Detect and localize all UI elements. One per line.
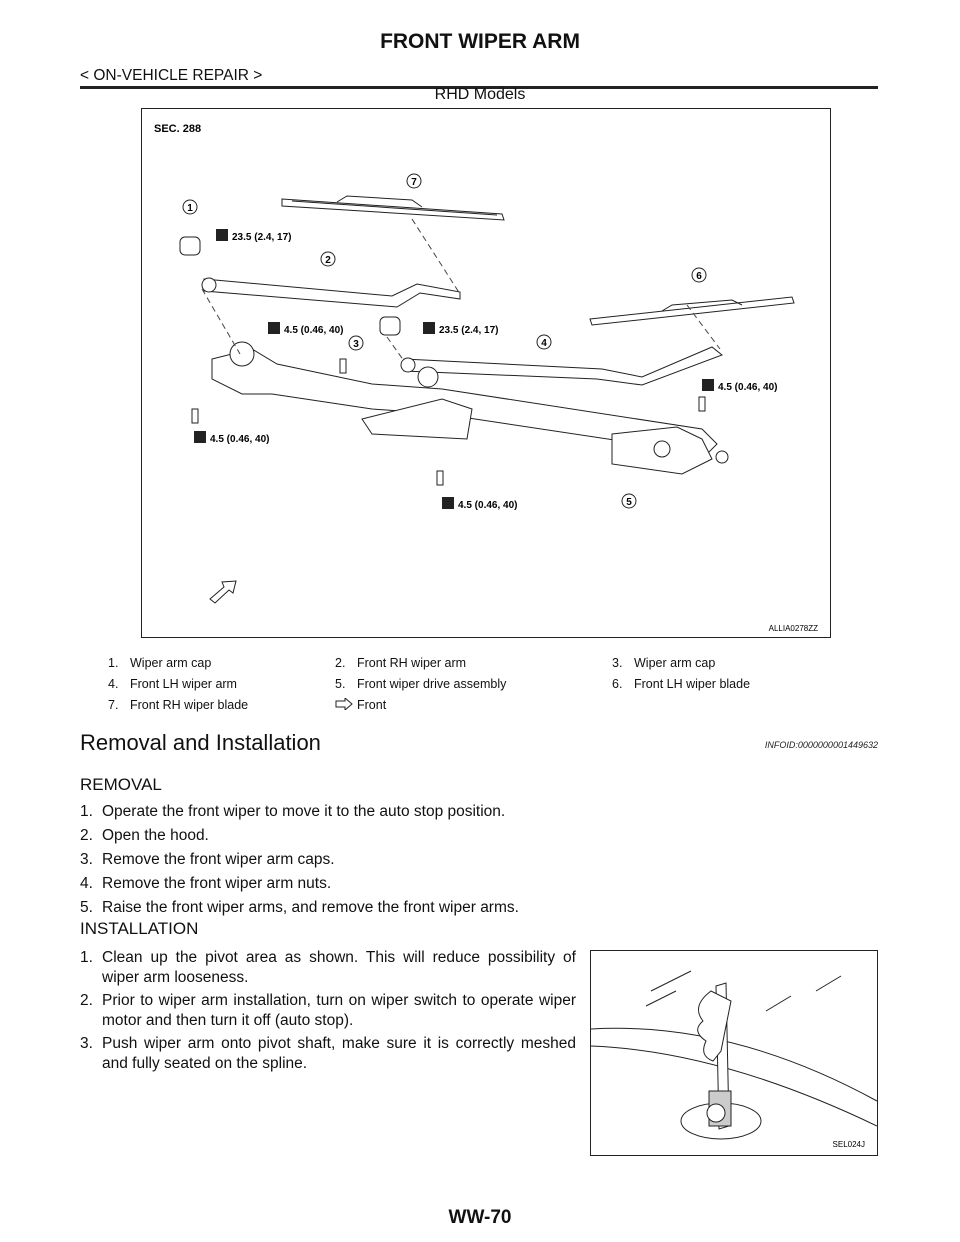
- lh-wiper-arm: [401, 347, 722, 385]
- svg-text:4.5 (0.46, 40): 4.5 (0.46, 40): [284, 325, 344, 336]
- step-number: 3.: [80, 851, 93, 868]
- legend-number: 1.: [108, 656, 119, 670]
- legend-label: Front RH wiper blade: [130, 698, 249, 712]
- svg-text:23.5 (2.4, 17): 23.5 (2.4, 17): [232, 232, 292, 243]
- wiper-arm-cap-3: [380, 317, 400, 335]
- callout-6: 6: [696, 271, 702, 282]
- step-item: [80, 948, 576, 988]
- svg-text:4.5 (0.46, 40): 4.5 (0.46, 40): [458, 500, 518, 511]
- callout-7: 7: [411, 177, 417, 188]
- lh-wiper-blade: [590, 297, 794, 325]
- step-number: 1.: [80, 949, 93, 966]
- legend-number: 6.: [612, 677, 623, 691]
- step-item: [80, 874, 576, 894]
- pivot-cleaning-illustration: [590, 950, 878, 1156]
- sec-label: SEC. 288: [154, 123, 202, 135]
- step-text: Push wiper arm onto pivot shaft, make sure it is correctly meshed and fully seated on the spline.: [102, 1035, 576, 1072]
- page-number: WW-70: [448, 1207, 512, 1228]
- figure-subtitle: RHD Models: [434, 86, 526, 103]
- legend-row: [108, 677, 794, 698]
- removal-installation-heading: Removal and Installation: [80, 730, 321, 755]
- legend-number: 5.: [335, 677, 346, 691]
- step-text: Operate the front wiper to move it to the auto stop position.: [102, 803, 506, 820]
- legend-row: [108, 698, 794, 719]
- step-text: Remove the front wiper arm caps.: [102, 851, 335, 868]
- step-text: Remove the front wiper arm nuts.: [102, 875, 332, 892]
- step-number: 5.: [80, 899, 93, 916]
- legend-number: 4.: [108, 677, 119, 691]
- front-arrow-icon: [210, 581, 236, 603]
- wiper-arm-exploded-diagram: [141, 108, 831, 638]
- legend-label: [634, 698, 794, 719]
- step-item: [80, 1034, 576, 1074]
- legend-label: Front wiper drive assembly: [357, 677, 507, 691]
- page-title: FRONT WIPER ARM: [380, 30, 580, 53]
- figure-legend: [108, 656, 794, 719]
- legend-number: 2.: [335, 656, 346, 670]
- svg-text:4.5 (0.46, 40): 4.5 (0.46, 40): [718, 382, 778, 393]
- step-item: [80, 991, 576, 1031]
- step-number: 3.: [80, 1035, 93, 1052]
- step-item: [80, 802, 576, 822]
- callout-3: 3: [353, 339, 359, 350]
- step-number: 4.: [80, 875, 93, 892]
- step-number: 2.: [80, 992, 93, 1009]
- front-arrow-symbol-icon: [335, 698, 357, 719]
- callout-2: 2: [325, 255, 331, 266]
- callout-4: 4: [541, 338, 547, 349]
- step-item: [80, 826, 576, 846]
- step-text: Prior to wiper arm installation, turn on wiper switch to operate wiper motor and then turn it off (auto stop).: [102, 992, 576, 1029]
- step-text: Open the hood.: [102, 827, 209, 844]
- removal-heading: REMOVAL: [80, 775, 162, 794]
- legend-label: Front LH wiper arm: [130, 677, 237, 691]
- step-item: [80, 898, 576, 918]
- wiper-arm-cap-1: [180, 237, 200, 255]
- svg-text:23.5 (2.4, 17): 23.5 (2.4, 17): [439, 325, 499, 336]
- installation-heading: INSTALLATION: [80, 919, 199, 938]
- legend-label: Front LH wiper blade: [634, 677, 751, 691]
- callout-1: 1: [187, 203, 193, 214]
- section-breadcrumb: < ON-VEHICLE REPAIR >: [80, 67, 263, 84]
- legend-label: Front RH wiper arm: [357, 656, 467, 670]
- legend-number: [612, 698, 634, 719]
- figure2-code: SEL024J: [832, 1140, 865, 1149]
- front-wiper-drive-assembly: [212, 342, 728, 474]
- legend-number: 3.: [612, 656, 623, 670]
- step-text: Raise the front wiper arms, and remove the front wiper arms.: [102, 899, 519, 916]
- rh-wiper-arm: [202, 278, 460, 307]
- rh-wiper-blade: [282, 196, 504, 220]
- legend-label: Wiper arm cap: [634, 656, 716, 670]
- legend-number: 7.: [108, 698, 119, 712]
- step-item: [80, 850, 576, 870]
- figure1-code: ALLIA0278ZZ: [768, 624, 818, 633]
- step-number: 2.: [80, 827, 93, 844]
- step-text: Clean up the pivot area as shown. This will reduce possibility of wiper arm looseness.: [102, 949, 576, 986]
- legend-label: Front: [357, 698, 387, 712]
- legend-label: Wiper arm cap: [130, 656, 212, 670]
- callout-5: 5: [626, 497, 632, 508]
- legend-row: [108, 656, 794, 677]
- step-number: 1.: [80, 803, 93, 820]
- svg-text:4.5 (0.46, 40): 4.5 (0.46, 40): [210, 434, 270, 445]
- info-id: INFOID:0000000001449632: [764, 740, 878, 750]
- brush-hand: [698, 983, 731, 1129]
